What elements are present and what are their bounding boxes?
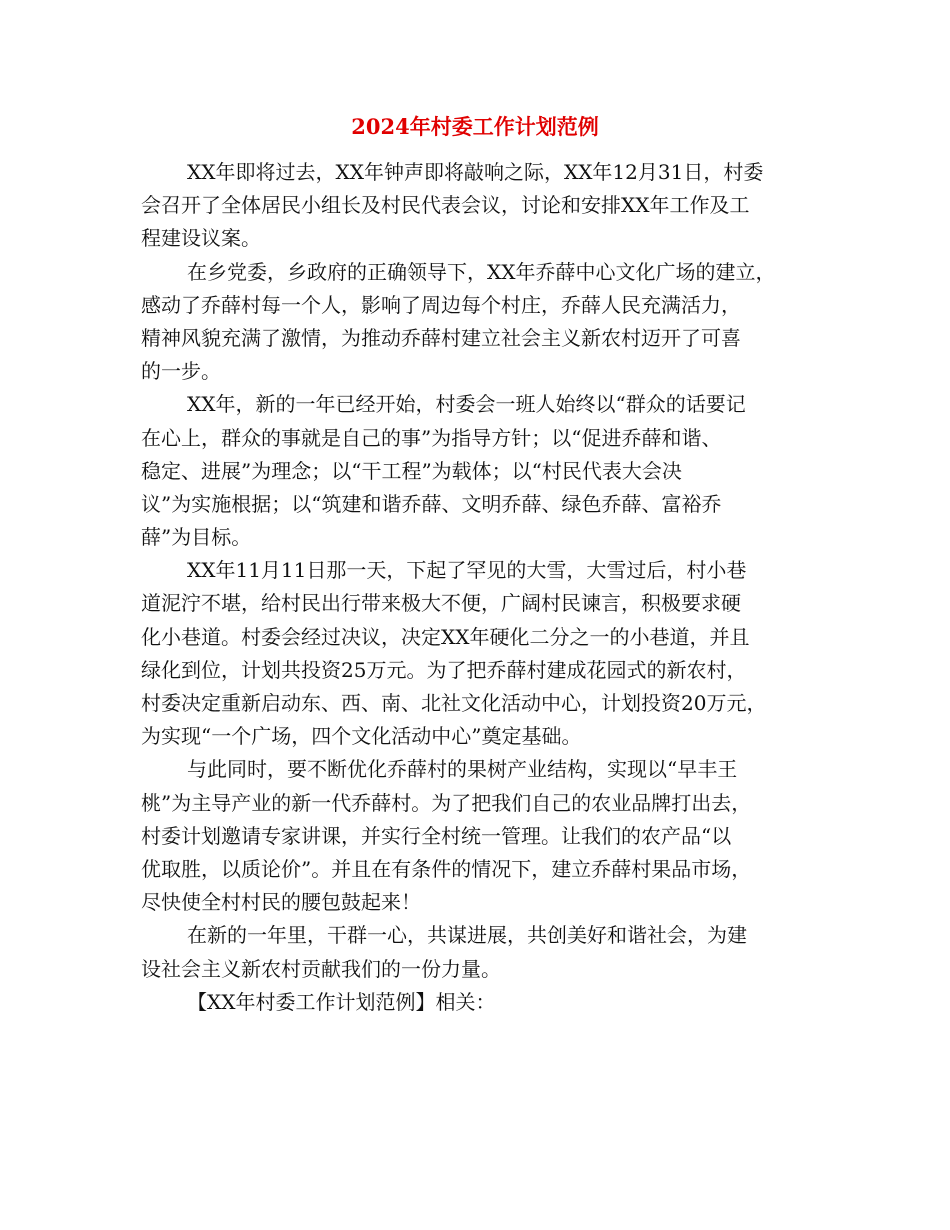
text-line: 在新的一年里，干群一心，共谋进展，共创美好和谐社会，为建 bbox=[187, 923, 747, 948]
text-line: 为实现“一个广场，四个文化活动中心”奠定基础。 bbox=[141, 724, 582, 749]
document-body bbox=[141, 156, 813, 1019]
text-line: 的一步。 bbox=[141, 359, 221, 384]
text-line: 与此同时，要不断优化乔薛村的果树产业结构，实现以“早丰王 bbox=[187, 757, 738, 782]
text-line: 薛”为目标。 bbox=[141, 525, 252, 550]
text-line: 设社会主义新农村贡献我们的一份力量。 bbox=[141, 956, 501, 981]
document-title: 2024年村委工作计划范例 bbox=[351, 114, 599, 139]
text-line: XX年11月11日那一天，下起了罕见的大雪，大雪过后，村小巷 bbox=[187, 558, 747, 583]
text-line: 程建设议案。 bbox=[141, 226, 261, 251]
text-line: 稳定、进展”为理念；以“干工程”为载体；以“村民代表大会决 bbox=[141, 458, 682, 483]
text-line: 议”为实施根据；以“筑建和谐乔薛、文明乔薛、绿色乔薛、富裕乔 bbox=[141, 491, 722, 516]
paragraph-5 bbox=[141, 753, 813, 919]
paragraph-2 bbox=[141, 256, 813, 389]
text-line: 村委决定重新启动东、西、南、北社文化活动中心，计划投资20万元， bbox=[141, 691, 767, 715]
text-line: 绿化到位，计划共投资25万元。为了把乔薛村建成花园式的新农村， bbox=[141, 657, 747, 682]
text-line: 优取胜，以质论价”。并且在有条件的情况下，建立乔薛村果品市场， bbox=[141, 856, 752, 881]
paragraph-3 bbox=[141, 388, 813, 554]
text-line: 精神风貌充满了激情，为推动乔薛村建立社会主义新农村迈开了可喜 bbox=[141, 325, 741, 350]
text-line: 桃”为主导产业的新一代乔薛村。为了把我们自己的农业品牌打出去， bbox=[141, 790, 752, 815]
paragraph-6 bbox=[141, 919, 813, 985]
paragraph-4 bbox=[141, 554, 813, 753]
paragraph-related bbox=[141, 986, 813, 1019]
text-line: 会召开了全体居民小组长及村民代表会议，讨论和安排XX年工作及工 bbox=[141, 193, 750, 218]
text-line: 村委计划邀请专家讲课，并实行全村统一管理。让我们的农产品“以 bbox=[141, 823, 732, 848]
text-line: 在乡党委，乡政府的正确领导下，XX年乔薛中心文化广场的建立， bbox=[187, 259, 776, 284]
text-line: 化小巷道。村委会经过决议，决定XX年硬化二分之一的小巷道，并且 bbox=[141, 624, 750, 649]
text-line: 尽快使全村村民的腰包鼓起来！ bbox=[141, 890, 421, 915]
text-line: 在心上，群众的事就是自己的事”为指导方针；以“促进乔薛和谐、 bbox=[141, 425, 722, 450]
paragraph-1 bbox=[141, 156, 813, 256]
related-heading: 【XX年村委工作计划范例】相关： bbox=[187, 989, 496, 1014]
text-line: XX年，新的一年已经开始，村委会一班人始终以“群众的话要记 bbox=[187, 392, 746, 417]
text-line: XX年即将过去，XX年钟声即将敲响之际，XX年12月31日，村委 bbox=[187, 160, 764, 184]
text-line: 道泥泞不堪，给村民出行带来极大不便，广阔村民谏言，积极要求硬 bbox=[141, 591, 741, 616]
text-line: 感动了乔薛村每一个人，影响了周边每个村庄，乔薛人民充满活力， bbox=[141, 292, 741, 317]
